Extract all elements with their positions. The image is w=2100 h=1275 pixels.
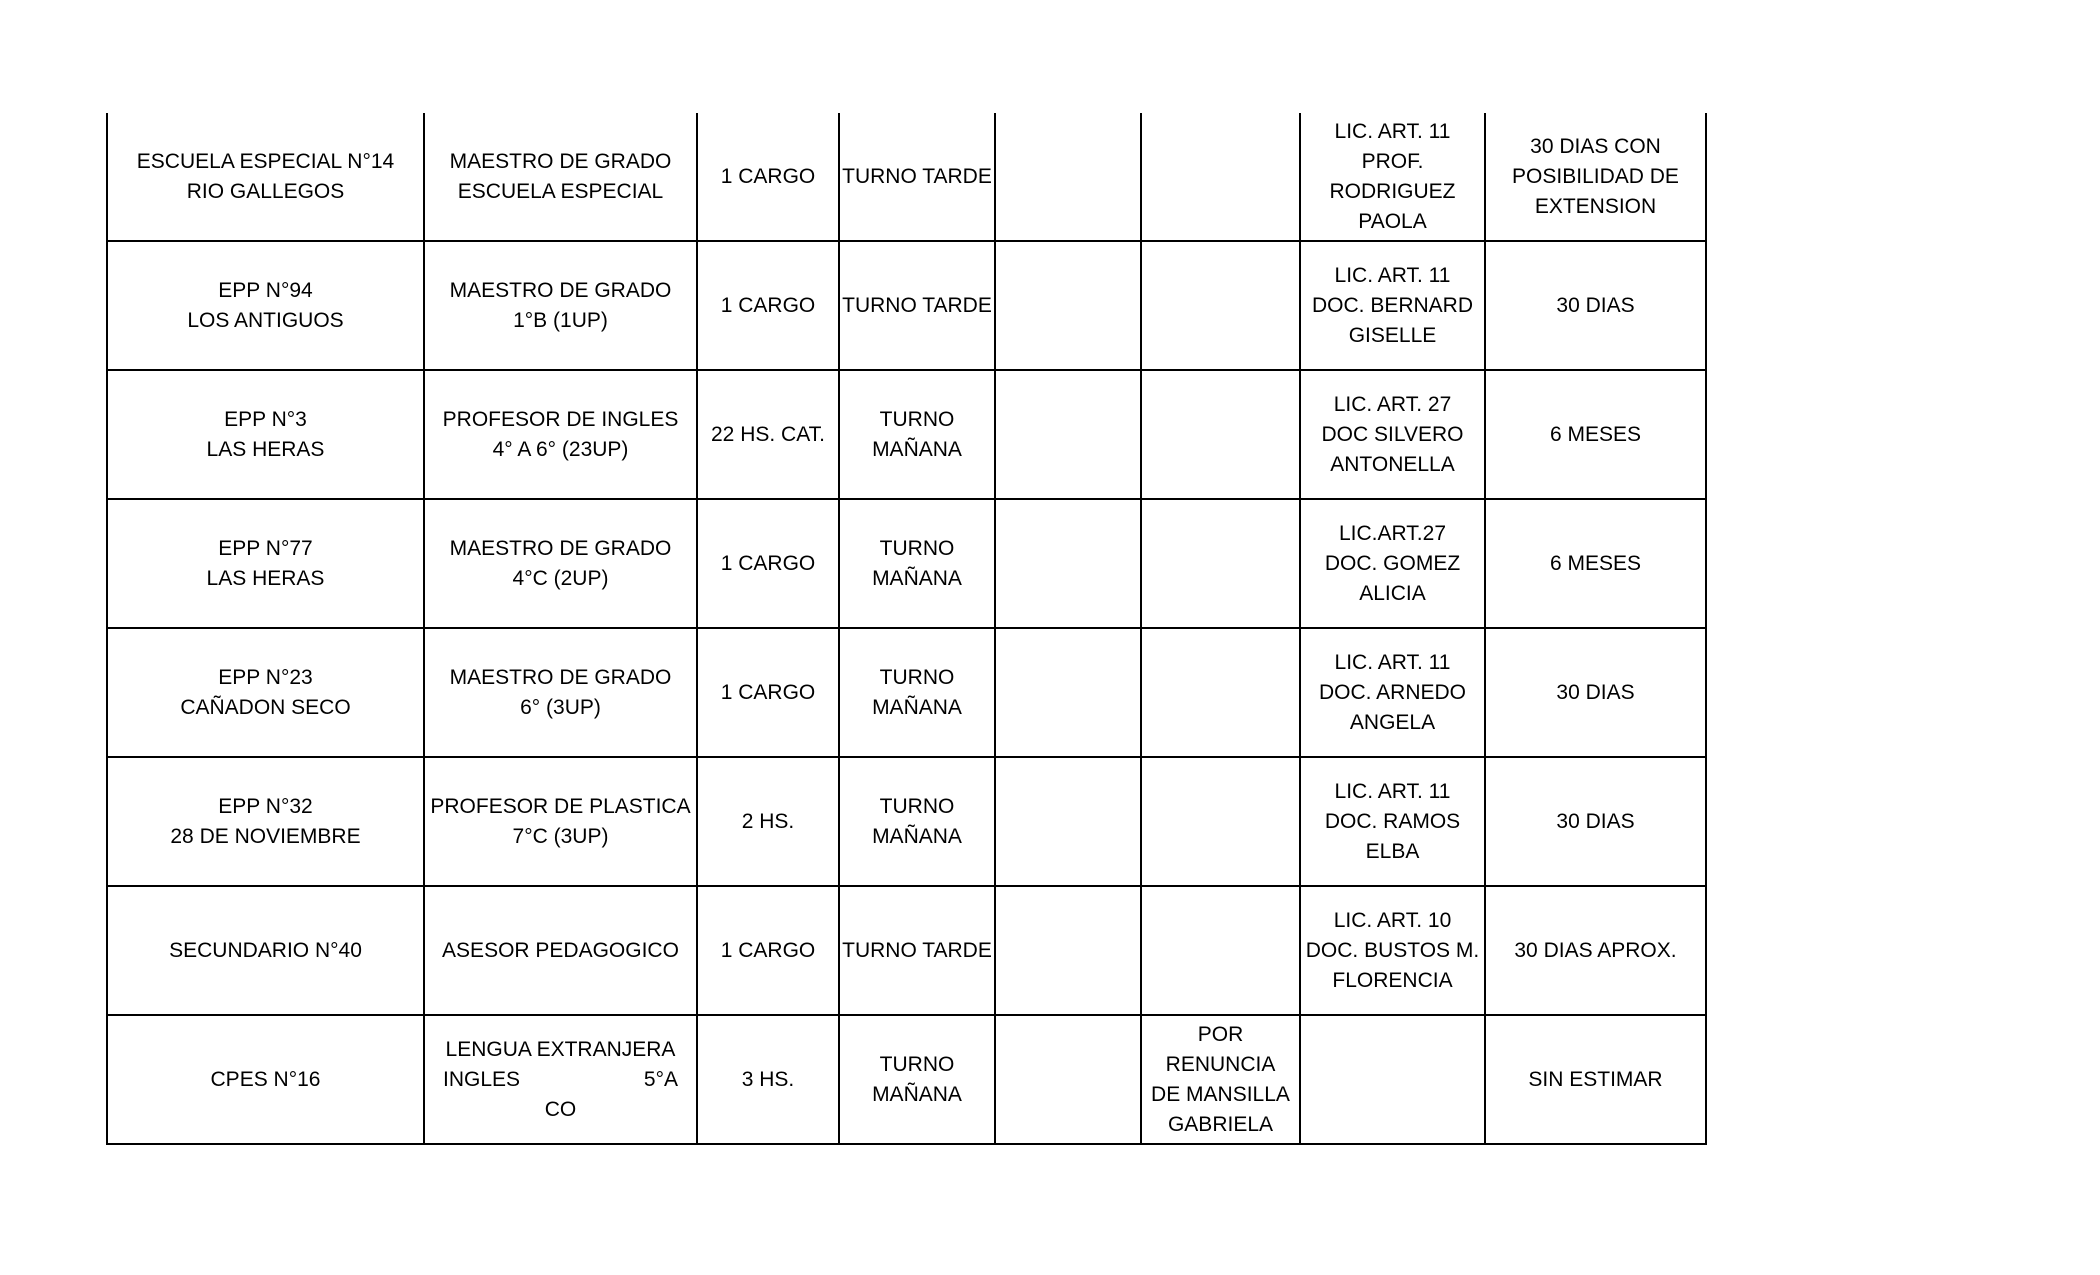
cell-line-part: 5°A: [643, 1067, 678, 1091]
cell-line: EPP N°94: [218, 278, 313, 302]
cell-motivo: [1141, 241, 1300, 370]
cell-line: LOS ANTIGUOS: [187, 308, 344, 332]
cell-cantidad: [697, 886, 839, 1015]
cell-line: LIC. ART. 11: [1334, 779, 1451, 803]
cell-empty: [995, 628, 1141, 757]
cell-licencia: [1300, 628, 1485, 757]
cell-cantidad: [697, 370, 839, 499]
cell-turno: [839, 757, 995, 886]
cell-line: 22 HS. CAT.: [711, 422, 825, 446]
cell-empty: [995, 113, 1141, 241]
cell-line: 30 DIAS: [1556, 293, 1635, 317]
cell-line: LIC. ART. 11: [1334, 119, 1451, 143]
cell-line: MAÑANA: [872, 824, 962, 848]
cell-cargo: [424, 113, 697, 241]
cell-line: 30 DIAS CON: [1530, 134, 1661, 158]
table-row: [107, 886, 1706, 1015]
cell-line: 6° (3UP): [520, 695, 601, 719]
cell-cantidad: [697, 241, 839, 370]
cell-licencia: [1300, 886, 1485, 1015]
table-row: [107, 113, 1706, 241]
cell-line: 1 CARGO: [720, 551, 816, 575]
cell-line: FLORENCIA: [1332, 968, 1453, 992]
cell-line: POSIBILIDAD DE: [1512, 164, 1679, 188]
cell-line: ANTONELLA: [1330, 452, 1455, 476]
cell-line: DOC SILVERO: [1321, 422, 1464, 446]
cell-motivo: [1141, 886, 1300, 1015]
cell-licencia: [1300, 113, 1485, 241]
cell-line: 28 DE NOVIEMBRE: [170, 824, 361, 848]
cell-line: MAESTRO DE GRADO: [449, 665, 672, 689]
cell-line: LIC.ART.27: [1339, 521, 1446, 545]
table-row: [107, 757, 1706, 886]
table-row: [107, 370, 1706, 499]
cell-line: MAESTRO DE GRADO: [449, 149, 672, 173]
cell-empty: [995, 886, 1141, 1015]
cell-line: ESCUELA ESPECIAL: [457, 179, 664, 203]
cell-line: DOC. BUSTOS M.: [1305, 938, 1480, 962]
cell-line: EPP N°3: [224, 407, 307, 431]
cell-line: MAÑANA: [872, 566, 962, 590]
cell-escuela: [107, 113, 424, 241]
cell-line: 4°C (2UP): [512, 566, 609, 590]
cell-line: 1°B (1UP): [513, 308, 608, 332]
cell-line: 1 CARGO: [720, 293, 816, 317]
cell-line: CO: [544, 1097, 577, 1121]
cell-line: MAÑANA: [872, 437, 962, 461]
table-row: [107, 499, 1706, 628]
cell-motivo: [1141, 1015, 1300, 1144]
cell-cargo: [424, 1015, 697, 1144]
table-row: [107, 628, 1706, 757]
cell-line: LAS HERAS: [206, 566, 325, 590]
cell-line: TURNO TARDE: [842, 293, 992, 317]
cell-empty: [995, 499, 1141, 628]
cell-line: 6 MESES: [1549, 422, 1642, 446]
cell-turno: [839, 113, 995, 241]
cell-cargo: [424, 499, 697, 628]
cell-escuela: [107, 757, 424, 886]
cell-line: DE MANSILLA: [1151, 1082, 1290, 1106]
cell-motivo: [1141, 628, 1300, 757]
cell-escuela: [107, 628, 424, 757]
cell-cantidad: [697, 113, 839, 241]
cell-line: TURNO: [879, 1052, 955, 1076]
cell-cantidad: [697, 499, 839, 628]
cell-line: 2 HS.: [741, 809, 795, 833]
cell-escuela: [107, 370, 424, 499]
cell-line: PAOLA: [1358, 209, 1427, 233]
cell-line: MAESTRO DE GRADO: [449, 278, 672, 302]
cell-line: DOC. RAMOS: [1324, 809, 1461, 833]
cell-duracion: [1485, 499, 1706, 628]
cell-line: TURNO: [879, 407, 955, 431]
cell-line: EPP N°77: [218, 536, 313, 560]
cell-motivo: [1141, 757, 1300, 886]
cell-line: GISELLE: [1348, 323, 1437, 347]
cell-line: TURNO: [879, 536, 955, 560]
cell-turno: [839, 241, 995, 370]
cell-licencia: [1300, 499, 1485, 628]
cell-line: 1 CARGO: [720, 938, 816, 962]
cell-line: TURNO: [879, 665, 955, 689]
cell-empty: [995, 757, 1141, 886]
cell-line: DOC. GOMEZ: [1324, 551, 1461, 575]
cell-empty: [995, 1015, 1141, 1144]
cell-cantidad: [697, 628, 839, 757]
cell-duracion: [1485, 757, 1706, 886]
cell-duracion: [1485, 1015, 1706, 1144]
cell-line: EXTENSION: [1534, 194, 1657, 218]
table-row: [107, 241, 1706, 370]
cell-escuela: [107, 1015, 424, 1144]
cell-escuela: [107, 499, 424, 628]
cell-cargo: [424, 241, 697, 370]
cell-line: LIC. ART. 27: [1333, 392, 1452, 416]
cell-duracion: [1485, 113, 1706, 241]
cell-line: PROFESOR DE PLASTICA: [430, 794, 691, 818]
cell-line: CAÑADON SECO: [180, 695, 351, 719]
cell-line-part: INGLES: [443, 1067, 521, 1091]
cell-line: MAÑANA: [872, 695, 962, 719]
cell-line: ANGELA: [1349, 710, 1436, 734]
cell-line: PROFESOR DE INGLES: [442, 407, 679, 431]
cell-line-split: [425, 1065, 696, 1095]
cell-cargo: [424, 628, 697, 757]
cell-line: RIO GALLEGOS: [186, 179, 345, 203]
cell-line: DOC. ARNEDO: [1318, 680, 1467, 704]
cell-escuela: [107, 241, 424, 370]
cell-licencia: [1300, 757, 1485, 886]
cell-escuela: [107, 886, 424, 1015]
cell-line: ELBA: [1365, 839, 1420, 863]
cell-licencia: [1300, 1015, 1485, 1144]
cell-line: TURNO: [879, 794, 955, 818]
cell-line: EPP N°23: [218, 665, 313, 689]
cell-line: ASESOR PEDAGOGICO: [442, 938, 679, 962]
cell-motivo: [1141, 499, 1300, 628]
cell-motivo: [1141, 113, 1300, 241]
cell-line: MAESTRO DE GRADO: [449, 536, 672, 560]
cell-turno: [839, 628, 995, 757]
cell-duracion: [1485, 886, 1706, 1015]
cell-cargo: [424, 370, 697, 499]
cell-line: TURNO TARDE: [842, 938, 992, 962]
cell-line: CPES N°16: [210, 1067, 321, 1091]
cell-line: 7°C (3UP): [512, 824, 609, 848]
cell-line: 30 DIAS: [1556, 680, 1635, 704]
cell-licencia: [1300, 370, 1485, 499]
cell-line: PROF. RODRIGUEZ: [1329, 149, 1456, 203]
cell-turno: [839, 370, 995, 499]
cell-line: 30 DIAS APROX.: [1514, 938, 1677, 962]
cell-line: 30 DIAS: [1556, 809, 1635, 833]
cell-turno: [839, 499, 995, 628]
table-row: [107, 1015, 1706, 1144]
cell-duracion: [1485, 241, 1706, 370]
cell-line: ALICIA: [1359, 581, 1426, 605]
cell-line: 3 HS.: [741, 1067, 795, 1091]
cell-line: TURNO TARDE: [842, 164, 992, 188]
cell-line: POR RENUNCIA: [1165, 1022, 1276, 1076]
cell-duracion: [1485, 370, 1706, 499]
cell-line: LENGUA EXTRANJERA: [445, 1037, 676, 1061]
cell-line: 6 MESES: [1549, 551, 1642, 575]
cell-line: EPP N°32: [218, 794, 313, 818]
vacancy-table: [106, 113, 1707, 1145]
cell-cantidad: [697, 1015, 839, 1144]
cell-line: LIC. ART. 11: [1334, 650, 1451, 674]
cell-line: 4° A 6° (23UP): [492, 437, 629, 461]
cell-line: 1 CARGO: [720, 164, 816, 188]
table-body: [107, 113, 1706, 1144]
cell-turno: [839, 1015, 995, 1144]
cell-line: MAÑANA: [872, 1082, 962, 1106]
cell-empty: [995, 370, 1141, 499]
cell-line: LAS HERAS: [206, 437, 325, 461]
cell-line: SIN ESTIMAR: [1528, 1067, 1663, 1091]
cell-line: DOC. BERNARD: [1311, 293, 1474, 317]
cell-cargo: [424, 757, 697, 886]
cell-licencia: [1300, 241, 1485, 370]
cell-line: LIC. ART. 11: [1334, 263, 1451, 287]
cell-line: LIC. ART. 10: [1333, 908, 1452, 932]
cell-line: GABRIELA: [1167, 1112, 1274, 1136]
cell-cantidad: [697, 757, 839, 886]
cell-line: SECUNDARIO N°40: [169, 938, 362, 962]
cell-empty: [995, 241, 1141, 370]
cell-duracion: [1485, 628, 1706, 757]
cell-line: 1 CARGO: [720, 680, 816, 704]
cell-turno: [839, 886, 995, 1015]
cell-motivo: [1141, 370, 1300, 499]
cell-line: ESCUELA ESPECIAL N°14: [136, 149, 395, 173]
cell-cargo: [424, 886, 697, 1015]
